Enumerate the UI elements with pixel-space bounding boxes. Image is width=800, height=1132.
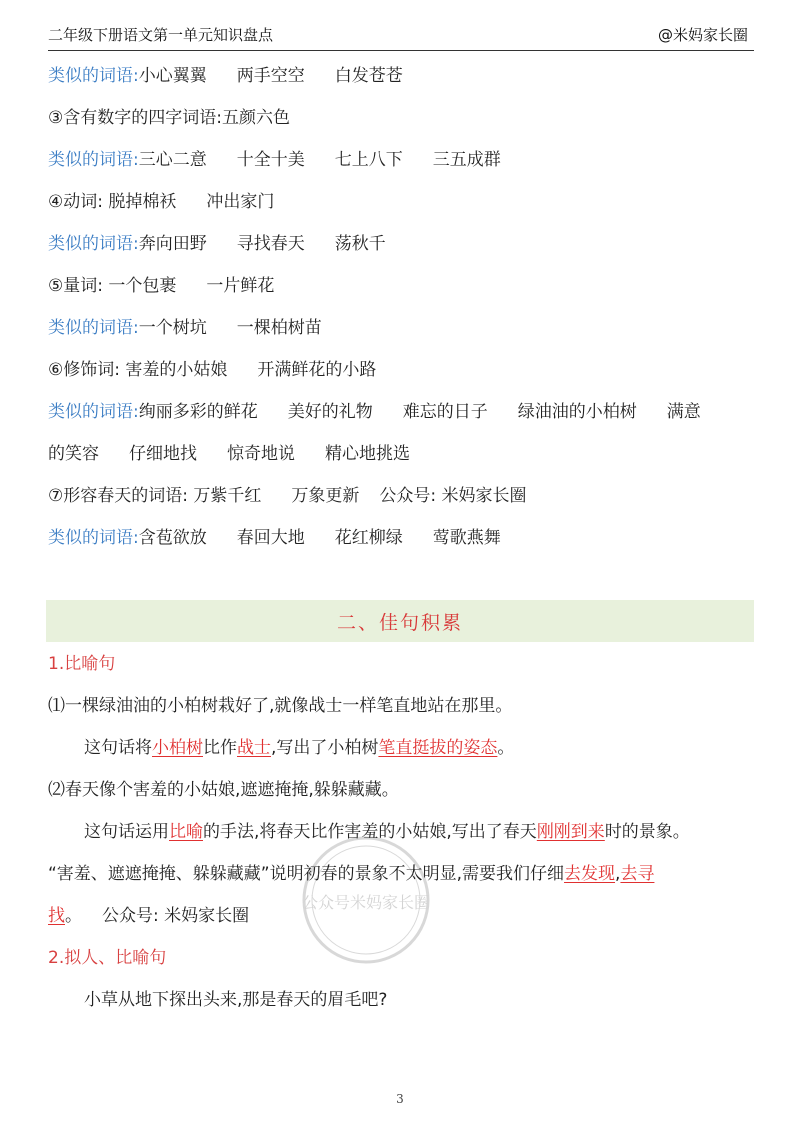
- analysis-text: 时的景象。: [604, 822, 690, 842]
- analysis-text: 。: [65, 906, 82, 926]
- key-phrase: 笔直挺拔的姿态: [378, 738, 498, 758]
- page-number: 3: [396, 1092, 404, 1106]
- analysis-text: 的手法,将春天比作害羞的小姑娘,写出了春天: [203, 822, 537, 842]
- word: 的笑容: [48, 444, 99, 464]
- word: 仔细地找: [129, 444, 197, 464]
- word: 精心地挑选: [325, 444, 410, 464]
- spring-text: 万象更新: [291, 486, 360, 506]
- similar-words-line-5-cont: [48, 442, 410, 466]
- word: 奔向田野: [138, 234, 207, 254]
- word: 莺歌燕舞: [432, 528, 501, 548]
- page-header: [48, 24, 754, 51]
- spring-words-line: [48, 484, 527, 508]
- key-phrase: 刚刚到来: [536, 822, 605, 842]
- word: 花红柳绿: [334, 528, 403, 548]
- word: 满意: [666, 402, 701, 422]
- section-title: 二、佳句积累: [336, 612, 463, 634]
- word: 白发苍苍: [334, 66, 403, 86]
- word: 美好的礼物: [287, 402, 373, 422]
- analysis-1: [84, 736, 514, 760]
- similar-words-line-2: [48, 148, 501, 172]
- number-idiom-line: ③含有数字的四字词语:五颜六色: [48, 108, 290, 128]
- analysis-text: ,: [615, 864, 621, 884]
- word: 难忘的日子: [402, 402, 488, 422]
- measure-text: ⑤量词: 一个包裹: [48, 276, 177, 296]
- similar-words-line-3: [48, 232, 386, 256]
- similar-label: 类似的词语:: [48, 528, 139, 548]
- analysis-text: “害羞、遮遮掩掩、躲躲藏藏”说明初春的景象不太明显,需要我们仔细: [48, 864, 565, 884]
- word: 绚丽多彩的鲜花: [138, 402, 258, 422]
- similar-words-line-4: [48, 316, 322, 340]
- similar-label: 类似的词语:: [48, 318, 139, 338]
- account-note: 公众号: 米妈家长圈: [102, 906, 250, 926]
- measure-word-line: [48, 274, 274, 298]
- verb-text: 冲出家门: [206, 192, 275, 212]
- section-banner: [46, 600, 754, 642]
- sentence-1: ⑴一棵绿油油的小柏树栽好了,就像战士一样笔直地站在那里。: [48, 696, 513, 716]
- word: 小心翼翼: [138, 66, 207, 86]
- key-phrase: 战士: [237, 738, 271, 758]
- word: 两手空空: [236, 66, 305, 86]
- word: 寻找春天: [236, 234, 305, 254]
- subheading-metaphor: 1.比喻句: [48, 654, 116, 674]
- similar-words-line-6: [48, 526, 501, 550]
- word: 荡秋千: [334, 234, 386, 254]
- similar-words-line-1: [48, 64, 403, 88]
- verb-line: [48, 190, 274, 214]
- key-phrase: 去发现: [564, 864, 616, 884]
- sentence-2: ⑵春天像个害羞的小姑娘,遮遮掩掩,躲躲藏藏。: [48, 780, 399, 800]
- modifier-text: 开满鲜花的小路: [257, 360, 377, 380]
- word: 含苞欲放: [138, 528, 207, 548]
- measure-text: 一片鲜花: [206, 276, 275, 296]
- analysis-text: ,写出了小柏树: [271, 738, 379, 758]
- similar-words-line-5: [48, 400, 701, 424]
- analysis-2-end: [48, 904, 249, 928]
- word: 一棵柏树苗: [236, 318, 322, 338]
- header-title: 二年级下册语文第一单元知识盘点: [48, 26, 274, 44]
- similar-label: 类似的词语:: [48, 234, 139, 254]
- word: 绿油油的小柏树: [517, 402, 637, 422]
- word: 三五成群: [432, 150, 501, 170]
- similar-label: 类似的词语:: [48, 66, 139, 86]
- word: 十全十美: [236, 150, 305, 170]
- key-phrase: 比喻: [169, 822, 203, 842]
- word: 惊奇地说: [227, 444, 295, 464]
- spring-text: ⑦形容春天的词语: 万紫千红: [48, 486, 262, 506]
- similar-label: 类似的词语:: [48, 402, 139, 422]
- similar-label: 类似的词语:: [48, 150, 139, 170]
- modifier-line: [48, 358, 376, 382]
- word: 三心二意: [138, 150, 207, 170]
- account-note: 公众号: 米妈家长圈: [379, 486, 527, 506]
- analysis-text: 。: [497, 738, 515, 758]
- word: 七上八下: [334, 150, 403, 170]
- sentence-3: 小草从地下探出头来,那是春天的眉毛吧?: [84, 990, 388, 1010]
- analysis-text: 这句话运用: [84, 822, 169, 842]
- modifier-text: ⑥修饰词: 害羞的小姑娘: [48, 360, 228, 380]
- watermark-seal-icon: [296, 830, 436, 970]
- header-account: @米妈家长圈: [657, 26, 748, 44]
- analysis-text: 比作: [203, 738, 237, 758]
- word: 一个树坑: [138, 318, 207, 338]
- key-phrase: 小柏树: [152, 738, 203, 758]
- seal-text: 公众号米妈家长圈: [301, 893, 431, 912]
- analysis-text: 这句话将: [84, 738, 152, 758]
- subheading-personification: 2.拟人、比喻句: [48, 948, 167, 968]
- word: 春回大地: [236, 528, 305, 548]
- key-phrase: 去寻: [620, 864, 655, 884]
- key-phrase: 找: [48, 906, 65, 926]
- verb-text: ④动词: 脱掉棉袄: [48, 192, 177, 212]
